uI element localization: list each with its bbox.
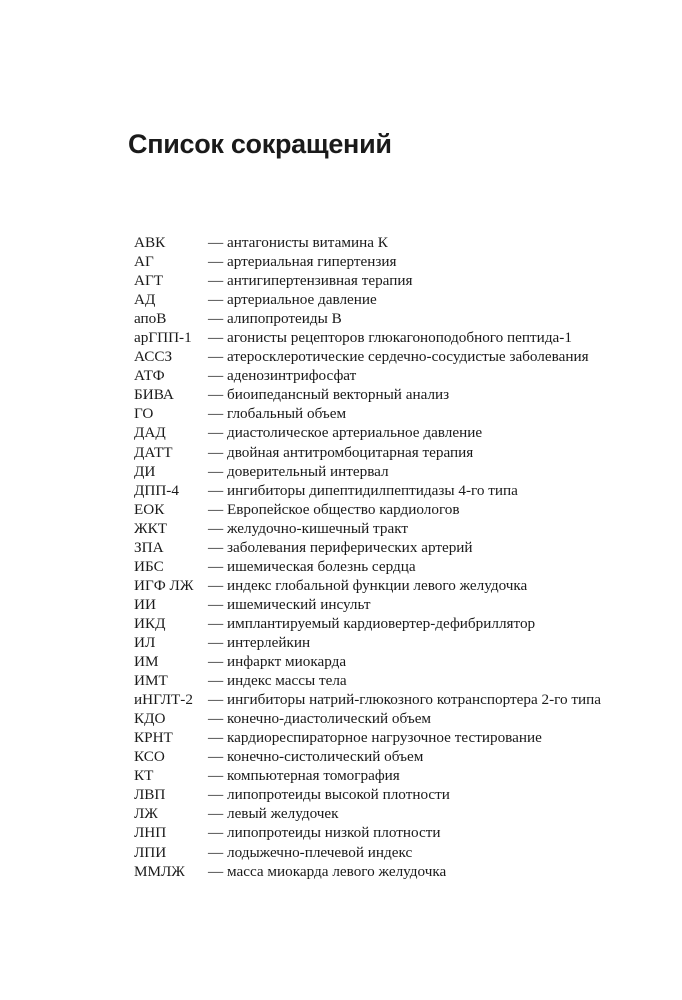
- abbreviation-row: [134, 366, 654, 385]
- abbreviation-definition: — имплантируемый кардиовертер-дефибриллятор: [208, 614, 536, 632]
- abbreviation-row: [134, 557, 654, 576]
- abbreviation-row: [134, 385, 654, 404]
- abbreviation-row: [134, 614, 654, 633]
- abbreviation-row: [134, 709, 654, 728]
- abbreviation-term: КРНТ: [134, 729, 173, 747]
- abbreviation-term: ИГФ ЛЖ: [134, 576, 194, 594]
- abbreviation-row: [134, 862, 654, 881]
- abbreviation-row: [134, 423, 654, 442]
- abbreviation-row: [134, 843, 654, 862]
- abbreviation-term: ДИ: [134, 462, 156, 480]
- abbreviation-definition: — биоипедансный векторный анализ: [208, 386, 450, 404]
- abbreviation-term: ЛНП: [134, 824, 167, 842]
- abbreviation-definition: — масса миокарда левого желудочка: [208, 862, 447, 880]
- abbreviation-definition: — доверительный интервал: [208, 462, 389, 480]
- abbreviation-row: [134, 271, 654, 290]
- abbreviation-definition: — интерлейкин: [208, 633, 311, 651]
- abbreviation-definition: — ишемический инсульт: [208, 595, 371, 613]
- abbreviation-term: КСО: [134, 748, 165, 766]
- abbreviation-definition: — аденозинтрифосфат: [208, 367, 357, 385]
- abbreviation-row: [134, 404, 654, 423]
- abbreviation-definition: — диастолическое артериальное давление: [208, 424, 483, 442]
- abbreviation-term: ЕОК: [134, 500, 165, 518]
- abbreviation-term: АД: [134, 291, 156, 309]
- abbreviation-definition: — ингибиторы дипептидилпептидазы 4-го типа: [208, 481, 518, 499]
- abbreviation-term: ИМТ: [134, 672, 168, 690]
- abbreviation-definition: — конечно-систолический объем: [208, 748, 424, 766]
- abbreviation-row: [134, 633, 654, 652]
- abbreviation-row: [134, 785, 654, 804]
- abbreviation-row: [134, 443, 654, 462]
- abbreviation-definition: — Европейское общество кардиологов: [208, 500, 460, 518]
- abbreviation-term: ДАТТ: [134, 443, 173, 461]
- abbreviation-definition: — инфаркт миокарда: [208, 653, 347, 671]
- abbreviation-definition: — индекс массы тела: [208, 672, 347, 690]
- abbreviation-list: [134, 233, 654, 881]
- abbreviation-row: [134, 747, 654, 766]
- abbreviation-row: [134, 462, 654, 481]
- abbreviation-row: [134, 252, 654, 271]
- abbreviation-definition: — артериальная гипертензия: [208, 253, 397, 271]
- abbreviation-row: [134, 500, 654, 519]
- abbreviation-term: ИИ: [134, 595, 156, 613]
- abbreviation-definition: — липопротеиды высокой плотности: [208, 786, 450, 804]
- abbreviation-definition: — липопротеиды низкой плотности: [208, 824, 441, 842]
- abbreviation-term: ЛЖ: [134, 805, 158, 823]
- abbreviation-row: [134, 690, 654, 709]
- abbreviation-row: [134, 728, 654, 747]
- abbreviation-row: [134, 233, 654, 252]
- abbreviation-term: АГ: [134, 253, 154, 271]
- abbreviation-row: [134, 519, 654, 538]
- abbreviation-row: [134, 481, 654, 500]
- abbreviation-definition: — лодыжечно-плечевой индекс: [208, 843, 413, 861]
- abbreviation-term: КДО: [134, 710, 166, 728]
- abbreviation-term: ГО: [134, 405, 154, 423]
- abbreviation-term: ИЛ: [134, 633, 156, 651]
- abbreviation-term: иНГЛТ-2: [134, 691, 193, 709]
- abbreviation-row: [134, 823, 654, 842]
- abbreviation-term: апоВ: [134, 310, 167, 328]
- abbreviation-row: [134, 804, 654, 823]
- abbreviation-row: [134, 671, 654, 690]
- abbreviation-row: [134, 652, 654, 671]
- abbreviation-row: [134, 538, 654, 557]
- abbreviation-definition: — компьютерная томография: [208, 767, 400, 785]
- abbreviation-term: АВК: [134, 234, 166, 251]
- abbreviation-row: [134, 595, 654, 614]
- abbreviation-term: ЛВП: [134, 786, 166, 804]
- abbreviation-term: КТ: [134, 767, 154, 785]
- abbreviation-term: ЛПИ: [134, 843, 167, 861]
- abbreviation-definition: — артериальное давление: [208, 291, 377, 309]
- abbreviation-term: ИКД: [134, 614, 166, 632]
- abbreviation-definition: — желудочно-кишечный тракт: [208, 519, 409, 537]
- abbreviation-term: ДАД: [134, 424, 166, 442]
- abbreviation-definition: — алипопротеиды В: [208, 310, 342, 328]
- abbreviation-definition: — антагонисты витамина К: [208, 234, 388, 251]
- abbreviation-definition: — индекс глобальной функции левого желудочка: [208, 576, 528, 594]
- abbreviation-definition: — двойная антитромбоцитарная терапия: [208, 443, 474, 461]
- abbreviation-term: ИБС: [134, 557, 164, 575]
- abbreviation-definition: — агонисты рецепторов глюкагоноподобного пептида-1: [208, 329, 572, 347]
- abbreviation-term: арГПП-1: [134, 329, 192, 347]
- abbreviation-term: ИМ: [134, 653, 159, 671]
- abbreviation-definition: — ингибиторы натрий-глюкозного котранспортера 2-го типа: [208, 691, 602, 709]
- abbreviation-definition: — кардиореспираторное нагрузочное тестирование: [208, 729, 542, 747]
- abbreviation-row: [134, 347, 654, 366]
- abbreviation-row: [134, 290, 654, 309]
- abbreviation-term: БИВА: [134, 386, 174, 404]
- abbreviation-definition: — ишемическая болезнь сердца: [208, 557, 416, 575]
- abbreviation-definition: — конечно-диастолический объем: [208, 710, 432, 728]
- abbreviation-definition: — левый желудочек: [208, 805, 339, 823]
- abbreviation-term: АССЗ: [134, 348, 173, 366]
- abbreviation-term: АТФ: [134, 367, 165, 385]
- abbreviation-definition: — атеросклеротические сердечно-сосудистые заболевания: [208, 348, 589, 366]
- abbreviation-term: ММЛЖ: [134, 862, 185, 880]
- abbreviation-definition: — глобальный объем: [208, 405, 347, 423]
- abbreviation-row: [134, 766, 654, 785]
- abbreviation-term: ДПП-4: [134, 481, 179, 499]
- abbreviation-row: [134, 309, 654, 328]
- abbreviation-term: ЗПА: [134, 538, 164, 556]
- abbreviation-definition: — антигипертензивная терапия: [208, 272, 413, 290]
- abbreviation-term: ЖКТ: [134, 519, 168, 537]
- abbreviation-row: [134, 328, 654, 347]
- abbreviation-term: АГТ: [134, 272, 164, 290]
- abbreviation-definition: — заболевания периферических артерий: [208, 538, 473, 556]
- abbreviation-row: [134, 576, 654, 595]
- page-title: Список сокращений: [128, 129, 392, 159]
